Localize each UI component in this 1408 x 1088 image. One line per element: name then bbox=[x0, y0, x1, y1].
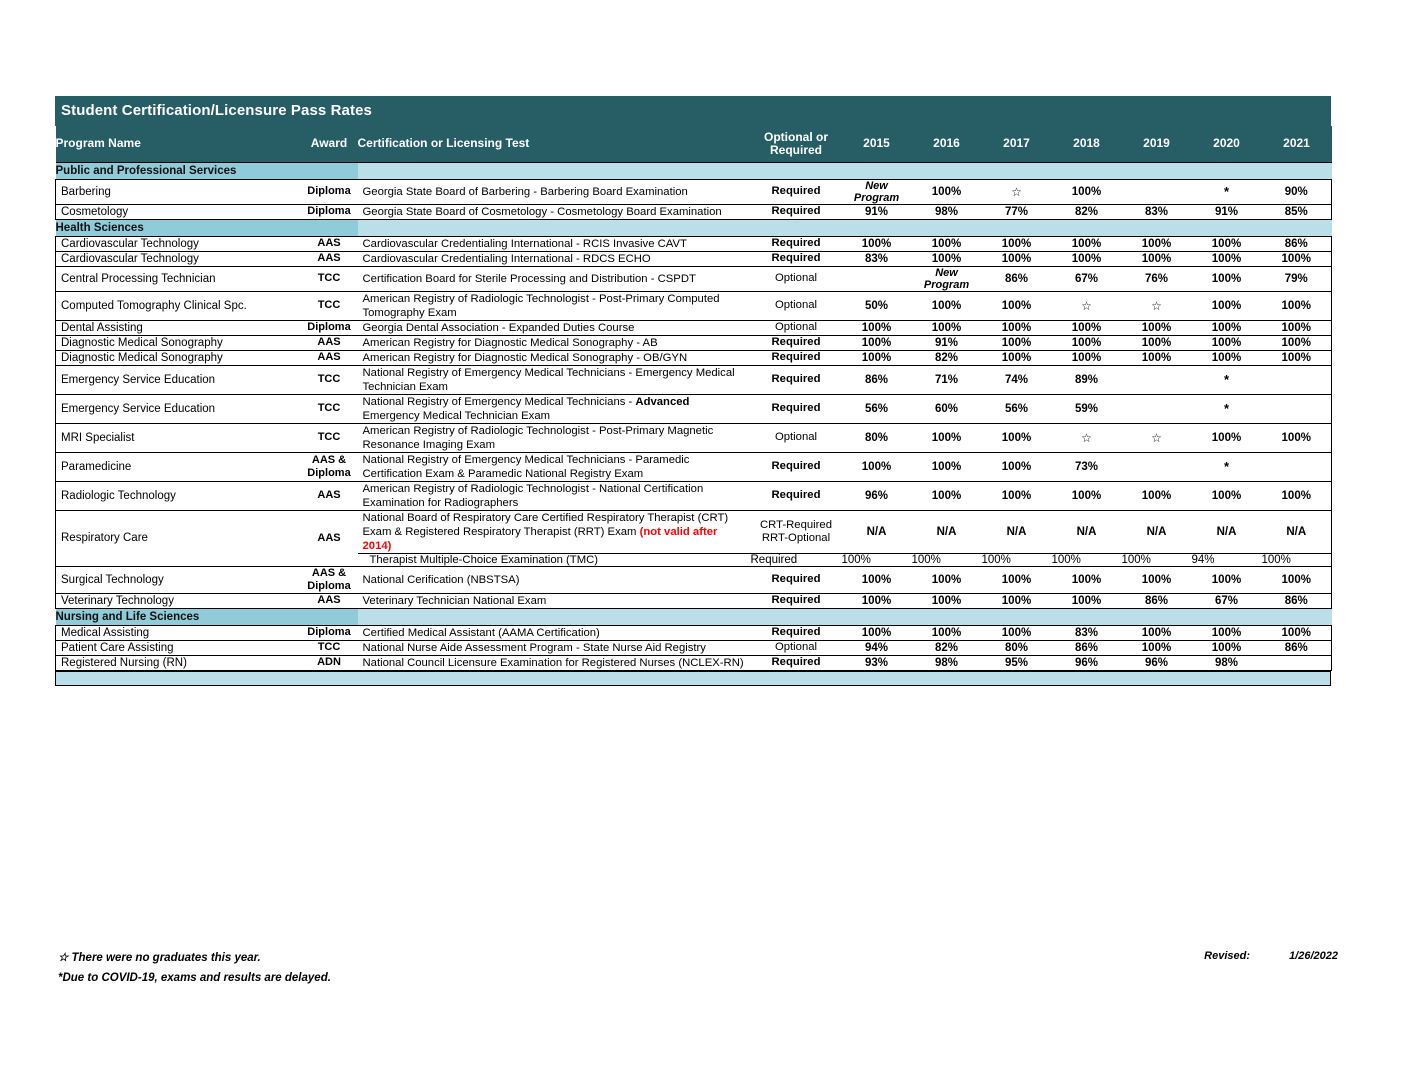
cell-pass-rate: N/A bbox=[1052, 510, 1122, 553]
cell-pass-rate: 86% bbox=[1262, 593, 1332, 608]
cell-pass-rate: 100% bbox=[842, 236, 912, 251]
cell-pass-rate: 100% bbox=[912, 452, 982, 481]
cell-pass-rate bbox=[1192, 365, 1262, 394]
cell-award: Diploma bbox=[301, 204, 358, 219]
cell-certification-test: Certification Board for Sterile Processing and Distribution - CSPDT bbox=[358, 266, 751, 291]
cell-certification-test: Therapist Multiple-Choice Examination (TMC) bbox=[358, 553, 751, 566]
cell-program-name: Emergency Service Education bbox=[56, 394, 301, 423]
cell-pass-rate: 98% bbox=[912, 655, 982, 670]
cell-pass-rate: 98% bbox=[1192, 655, 1262, 670]
cell-award: Diploma bbox=[301, 179, 358, 204]
cell-pass-rate: 56% bbox=[982, 394, 1052, 423]
cell-certification-test: National Registry of Emergency Medical Technicians - Advanced Emergency Medical Technician Exam bbox=[358, 394, 751, 423]
col-header-year-2021: 2021 bbox=[1262, 126, 1332, 162]
cell-award: AAS bbox=[301, 350, 358, 365]
cell-pass-rate: 100% bbox=[982, 553, 1052, 566]
cell-certification-test: Cardiovascular Credentialing International - RDCS ECHO bbox=[358, 251, 751, 266]
cell-certification-test: American Registry for Diagnostic Medical Sonography - AB bbox=[358, 335, 751, 350]
cell-certification-test: National Nurse Aide Assessment Program - State Nurse Aid Registry bbox=[358, 640, 751, 655]
cell-pass-rate: 100% bbox=[1192, 251, 1262, 266]
cell-pass-rate: 100% bbox=[912, 236, 982, 251]
no-graduates-star-icon: ☆ bbox=[1081, 430, 1092, 445]
table-row bbox=[56, 350, 1332, 365]
cell-pass-rate: 100% bbox=[982, 566, 1052, 593]
cell-optional-required: Required bbox=[751, 452, 842, 481]
cell-program-name: Registered Nursing (RN) bbox=[56, 655, 301, 670]
cell-optional-required: Required bbox=[751, 593, 842, 608]
cell-certification-test: Georgia Dental Association - Expanded Duties Course bbox=[358, 320, 751, 335]
table-row bbox=[56, 204, 1332, 219]
cell-pass-rate bbox=[1122, 179, 1192, 204]
cell-optional-required: Required bbox=[751, 365, 842, 394]
cell-program-name: Barbering bbox=[56, 179, 301, 204]
cell-program-name: Diagnostic Medical Sonography bbox=[56, 335, 301, 350]
cell-optional-required: Required bbox=[751, 335, 842, 350]
cell-certification-test: National Cerification (NBSTSA) bbox=[358, 566, 751, 593]
cell-pass-rate: 73% bbox=[1052, 452, 1122, 481]
cell-pass-rate: 100% bbox=[1052, 251, 1122, 266]
cell-pass-rate: 100% bbox=[982, 481, 1052, 510]
cell-pass-rate: 100% bbox=[912, 291, 982, 320]
cell-pass-rate: 91% bbox=[1192, 204, 1262, 219]
table-bottom-band bbox=[55, 671, 1331, 686]
cell-pass-rate: N/A bbox=[912, 510, 982, 553]
cell-program-name: MRI Specialist bbox=[56, 423, 301, 452]
cell-pass-rate: 100% bbox=[1192, 236, 1262, 251]
cell-certification-test: Cardiovascular Credentialing International - RCIS Invasive CAVT bbox=[358, 236, 751, 251]
cell-pass-rate bbox=[1262, 452, 1332, 481]
cell-program-name: Cardiovascular Technology bbox=[56, 251, 301, 266]
section-fill bbox=[358, 219, 1332, 236]
cell-pass-rate: 90% bbox=[1262, 179, 1332, 204]
cell-pass-rate: 83% bbox=[1122, 204, 1192, 219]
cell-award: TCC bbox=[301, 423, 358, 452]
cell-certification-test: American Registry of Radiologic Technologist - Post-Primary Computed Tomography Exam bbox=[358, 291, 751, 320]
cell-pass-rate bbox=[1192, 179, 1262, 204]
cell-pass-rate: 91% bbox=[912, 335, 982, 350]
cell-award: AAS bbox=[301, 481, 358, 510]
cell-award: TCC bbox=[301, 640, 358, 655]
cell-program-name: Computed Tomography Clinical Spc. bbox=[56, 291, 301, 320]
cell-pass-rate: 100% bbox=[1122, 335, 1192, 350]
no-graduates-star-icon: ☆ bbox=[1151, 298, 1162, 313]
col-header-year-2019: 2019 bbox=[1122, 126, 1192, 162]
cell-pass-rate: 100% bbox=[1052, 179, 1122, 204]
pass-rates-sheet bbox=[55, 96, 1331, 686]
cell-optional-required: Optional bbox=[751, 640, 842, 655]
cell-pass-rate bbox=[1192, 394, 1262, 423]
cell-award: AAS & Diploma bbox=[301, 452, 358, 481]
table-row bbox=[56, 335, 1332, 350]
cell-pass-rate: 100% bbox=[1052, 593, 1122, 608]
cell-optional-required: Required bbox=[751, 179, 842, 204]
cell-pass-rate: 86% bbox=[1262, 236, 1332, 251]
cell-pass-rate: 100% bbox=[842, 625, 912, 640]
footnote-no-graduates: ☆ There were no graduates this year. bbox=[58, 952, 261, 964]
cell-pass-rate: 98% bbox=[912, 204, 982, 219]
cell-pass-rate: 100% bbox=[1052, 320, 1122, 335]
cell-pass-rate bbox=[1262, 365, 1332, 394]
cell-pass-rate: 86% bbox=[1052, 640, 1122, 655]
table-row bbox=[56, 655, 1332, 670]
cell-award: AAS bbox=[301, 251, 358, 266]
footer-notes bbox=[58, 950, 1338, 992]
covid-asterisk-icon: * bbox=[1223, 184, 1230, 199]
table-row bbox=[56, 566, 1332, 593]
table-row bbox=[56, 481, 1332, 510]
cell-program-name: Emergency Service Education bbox=[56, 365, 301, 394]
cell-optional-required: Optional bbox=[751, 320, 842, 335]
cell-pass-rate: 56% bbox=[842, 394, 912, 423]
section-header-row bbox=[56, 219, 1332, 236]
test-bold-segment: Advanced bbox=[635, 395, 690, 408]
cell-pass-rate bbox=[1052, 423, 1122, 452]
table-row bbox=[56, 365, 1332, 394]
cell-pass-rate: 100% bbox=[1052, 335, 1122, 350]
cell-optional-required: Required bbox=[751, 350, 842, 365]
cell-pass-rate: 100% bbox=[1192, 320, 1262, 335]
cell-pass-rate: 94% bbox=[842, 640, 912, 655]
cell-award: AAS bbox=[301, 593, 358, 608]
cell-award: TCC bbox=[301, 394, 358, 423]
cell-award: TCC bbox=[301, 365, 358, 394]
cell-pass-rate: 100% bbox=[1122, 236, 1192, 251]
cell-pass-rate: 100% bbox=[1192, 350, 1262, 365]
table-row bbox=[56, 236, 1332, 251]
table-row bbox=[56, 510, 1332, 553]
covid-asterisk-icon: * bbox=[1223, 401, 1230, 416]
col-header-year-2018: 2018 bbox=[1052, 126, 1122, 162]
test-red-note: (not valid after 2014) bbox=[362, 525, 718, 552]
optreq-line1: Optional or bbox=[764, 129, 828, 144]
col-header-year-2017: 2017 bbox=[982, 126, 1052, 162]
cell-pass-rate bbox=[842, 266, 912, 291]
cell-program-name: Patient Care Assisting bbox=[56, 640, 301, 655]
revised-label: Revised: bbox=[1204, 950, 1250, 962]
cell-pass-rate: N/A bbox=[982, 510, 1052, 553]
cell-pass-rate bbox=[1192, 452, 1262, 481]
table-row bbox=[56, 640, 1332, 655]
cell-pass-rate: 100% bbox=[1122, 625, 1192, 640]
cell-pass-rate: 100% bbox=[912, 481, 982, 510]
cell-optional-required: Required bbox=[751, 481, 842, 510]
cell-optional-required: Optional bbox=[751, 423, 842, 452]
cell-pass-rate: 100% bbox=[1262, 291, 1332, 320]
cell-pass-rate: 100% bbox=[1262, 320, 1332, 335]
cell-certification-test: National Registry of Emergency Medical Technicians - Paramedic Certification Exam & Paramedic National Registry Exam bbox=[358, 452, 751, 481]
cell-pass-rate: 100% bbox=[1192, 423, 1262, 452]
cell-pass-rate: 100% bbox=[982, 251, 1052, 266]
cell-program-name: Dental Assisting bbox=[56, 320, 301, 335]
cell-pass-rate: 82% bbox=[912, 640, 982, 655]
cell-pass-rate: 79% bbox=[1262, 266, 1332, 291]
table-row bbox=[56, 291, 1332, 320]
cell-pass-rate: 80% bbox=[982, 640, 1052, 655]
cell-pass-rate: 100% bbox=[982, 320, 1052, 335]
cell-optional-required: Required bbox=[751, 655, 842, 670]
col-header-award: Award bbox=[301, 126, 358, 162]
cell-pass-rate: 86% bbox=[982, 266, 1052, 291]
no-graduates-star-icon: ☆ bbox=[1011, 184, 1022, 199]
cell-certification-test: Georgia State Board of Barbering - Barbering Board Examination bbox=[358, 179, 751, 204]
section-fill bbox=[358, 608, 1332, 625]
covid-asterisk-icon: * bbox=[1223, 372, 1230, 387]
cell-optional-required: Optional bbox=[751, 291, 842, 320]
cell-pass-rate: 100% bbox=[842, 566, 912, 593]
section-label: Health Sciences bbox=[56, 219, 358, 236]
section-fill bbox=[358, 162, 1332, 179]
cell-pass-rate: N/A bbox=[1122, 510, 1192, 553]
cell-pass-rate: 67% bbox=[1192, 593, 1262, 608]
table-row bbox=[56, 251, 1332, 266]
cell-new-program: New Program bbox=[912, 266, 982, 291]
cell-pass-rate: 100% bbox=[982, 350, 1052, 365]
cell-pass-rate: 85% bbox=[1262, 204, 1332, 219]
cell-pass-rate: 100% bbox=[912, 320, 982, 335]
cell-pass-rate: 100% bbox=[1122, 320, 1192, 335]
cell-pass-rate: N/A bbox=[842, 510, 912, 553]
cell-pass-rate: N/A bbox=[1262, 510, 1332, 553]
cell-pass-rate: 95% bbox=[982, 655, 1052, 670]
cell-award: TCC bbox=[301, 291, 358, 320]
table-row bbox=[56, 625, 1332, 640]
col-header-year-2015: 2015 bbox=[842, 126, 912, 162]
cell-pass-rate: 83% bbox=[1052, 625, 1122, 640]
cell-pass-rate bbox=[1122, 452, 1192, 481]
cell-new-program: New Program bbox=[842, 179, 912, 204]
cell-pass-rate: 100% bbox=[982, 625, 1052, 640]
cell-pass-rate bbox=[1122, 365, 1192, 394]
cell-program-name: Respiratory Care bbox=[56, 510, 301, 566]
cell-pass-rate: 100% bbox=[1262, 625, 1332, 640]
cell-optional-required: Required bbox=[751, 236, 842, 251]
cell-pass-rate: 100% bbox=[1192, 625, 1262, 640]
cell-pass-rate: 59% bbox=[1052, 394, 1122, 423]
cell-program-name: Paramedicine bbox=[56, 452, 301, 481]
table-row bbox=[56, 179, 1332, 204]
cell-pass-rate: 96% bbox=[1122, 655, 1192, 670]
cell-pass-rate: 91% bbox=[842, 204, 912, 219]
cell-pass-rate: 71% bbox=[912, 365, 982, 394]
cell-program-name: Medical Assisting bbox=[56, 625, 301, 640]
cell-pass-rate: 100% bbox=[842, 320, 912, 335]
section-label: Public and Professional Services bbox=[56, 162, 358, 179]
col-header-year-2020: 2020 bbox=[1192, 126, 1262, 162]
cell-pass-rate: 100% bbox=[982, 452, 1052, 481]
cell-pass-rate: 96% bbox=[1052, 655, 1122, 670]
cell-award: AAS bbox=[301, 236, 358, 251]
table-row bbox=[56, 593, 1332, 608]
cell-pass-rate: 100% bbox=[842, 350, 912, 365]
cell-pass-rate: 50% bbox=[842, 291, 912, 320]
cell-optional-required: CRT-Required RRT-Optional bbox=[751, 510, 842, 553]
cell-pass-rate: 100% bbox=[842, 593, 912, 608]
cell-award: AAS bbox=[301, 335, 358, 350]
cell-certification-test: National Registry of Emergency Medical Technicians - Emergency Medical Technician Exam bbox=[358, 365, 751, 394]
cell-certification-test: American Registry for Diagnostic Medical Sonography - OB/GYN bbox=[358, 350, 751, 365]
cell-pass-rate: 100% bbox=[912, 251, 982, 266]
cell-pass-rate: 100% bbox=[1052, 553, 1122, 566]
cell-pass-rate bbox=[1122, 423, 1192, 452]
no-graduates-star-icon: ☆ bbox=[1151, 430, 1162, 445]
cell-pass-rate: 100% bbox=[842, 452, 912, 481]
cell-pass-rate: 100% bbox=[912, 179, 982, 204]
cell-pass-rate: 100% bbox=[912, 423, 982, 452]
cell-pass-rate bbox=[1052, 291, 1122, 320]
cell-pass-rate: 89% bbox=[1052, 365, 1122, 394]
page-title: Student Certification/Licensure Pass Rates bbox=[55, 96, 1331, 126]
cell-pass-rate: 100% bbox=[1192, 481, 1262, 510]
cell-pass-rate: 60% bbox=[912, 394, 982, 423]
cell-program-name: Surgical Technology bbox=[56, 566, 301, 593]
cell-pass-rate: 83% bbox=[842, 251, 912, 266]
cell-pass-rate: 100% bbox=[1122, 553, 1192, 566]
cell-pass-rate: 100% bbox=[1192, 566, 1262, 593]
table-body bbox=[56, 162, 1332, 670]
cell-pass-rate: 100% bbox=[1052, 350, 1122, 365]
section-header-row bbox=[56, 162, 1332, 179]
col-header-test: Certification or Licensing Test bbox=[358, 126, 751, 162]
cell-optional-required: Required bbox=[751, 553, 842, 566]
cell-program-name: Radiologic Technology bbox=[56, 481, 301, 510]
cell-award: Diploma bbox=[301, 625, 358, 640]
cell-pass-rate bbox=[1262, 394, 1332, 423]
cell-certification-test: National Council Licensure Examination for Registered Nurses (NCLEX-RN) bbox=[358, 655, 751, 670]
cell-pass-rate: 94% bbox=[1192, 553, 1262, 566]
cell-pass-rate: 100% bbox=[1262, 566, 1332, 593]
cell-program-name: Cardiovascular Technology bbox=[56, 236, 301, 251]
cell-pass-rate bbox=[1122, 394, 1192, 423]
cell-pass-rate: 100% bbox=[1192, 266, 1262, 291]
cell-optional-required: Required bbox=[751, 394, 842, 423]
cell-pass-rate: 100% bbox=[912, 553, 982, 566]
cell-pass-rate: 100% bbox=[912, 566, 982, 593]
cell-pass-rate: 100% bbox=[1192, 640, 1262, 655]
col-header-program: Program Name bbox=[56, 126, 301, 162]
cell-pass-rate: 100% bbox=[1262, 251, 1332, 266]
cell-program-name: Cosmetology bbox=[56, 204, 301, 219]
cell-pass-rate: 100% bbox=[1262, 350, 1332, 365]
section-header-row bbox=[56, 608, 1332, 625]
optreq-line2: Required bbox=[769, 142, 822, 157]
cell-pass-rate: 100% bbox=[982, 423, 1052, 452]
cell-award: AAS & Diploma bbox=[301, 566, 358, 593]
cell-pass-rate bbox=[1262, 655, 1332, 670]
section-label: Nursing and Life Sciences bbox=[56, 608, 358, 625]
no-graduates-star-icon: ☆ bbox=[1081, 298, 1092, 313]
cell-pass-rate: 100% bbox=[1262, 481, 1332, 510]
cell-pass-rate: 76% bbox=[1122, 266, 1192, 291]
cell-optional-required: Required bbox=[751, 625, 842, 640]
cell-pass-rate: 100% bbox=[982, 593, 1052, 608]
cell-pass-rate: 80% bbox=[842, 423, 912, 452]
cell-certification-test: National Board of Respiratory Care Certified Respiratory Therapist (CRT) Exam & Registered Respiratory Therapist (RRT) Exam (not valid after 2014) bbox=[358, 510, 751, 553]
table-row bbox=[56, 394, 1332, 423]
header-row bbox=[56, 126, 1332, 162]
cell-pass-rate bbox=[1122, 291, 1192, 320]
covid-asterisk-icon: * bbox=[1223, 459, 1230, 474]
revised-block bbox=[1038, 950, 1338, 962]
pass-rates-table bbox=[55, 126, 1332, 671]
table-row bbox=[56, 423, 1332, 452]
cell-pass-rate: 82% bbox=[912, 350, 982, 365]
cell-pass-rate: 100% bbox=[1052, 566, 1122, 593]
cell-award: ADN bbox=[301, 655, 358, 670]
cell-program-name: Veterinary Technology bbox=[56, 593, 301, 608]
cell-pass-rate: 96% bbox=[842, 481, 912, 510]
cell-pass-rate: 100% bbox=[1262, 335, 1332, 350]
cell-pass-rate: 100% bbox=[1262, 553, 1332, 566]
cell-optional-required: Optional bbox=[751, 266, 842, 291]
cell-pass-rate: 100% bbox=[1122, 481, 1192, 510]
cell-certification-test: American Registry of Radiologic Technologist - National Certification Examination for Radiographers bbox=[358, 481, 751, 510]
cell-certification-test: Veterinary Technician National Exam bbox=[358, 593, 751, 608]
cell-pass-rate: N/A bbox=[1192, 510, 1262, 553]
cell-pass-rate: 86% bbox=[842, 365, 912, 394]
cell-pass-rate: 100% bbox=[912, 625, 982, 640]
cell-pass-rate: 100% bbox=[1122, 640, 1192, 655]
cell-optional-required: Required bbox=[751, 251, 842, 266]
cell-pass-rate: 100% bbox=[1052, 481, 1122, 510]
cell-certification-test: Georgia State Board of Cosmetology - Cosmetology Board Examination bbox=[358, 204, 751, 219]
cell-pass-rate bbox=[982, 179, 1052, 204]
table-row bbox=[56, 320, 1332, 335]
cell-pass-rate: 86% bbox=[1262, 640, 1332, 655]
cell-pass-rate: 100% bbox=[982, 291, 1052, 320]
cell-pass-rate: 100% bbox=[1192, 291, 1262, 320]
cell-pass-rate: 100% bbox=[1262, 423, 1332, 452]
table-row bbox=[56, 452, 1332, 481]
cell-pass-rate: 86% bbox=[1122, 593, 1192, 608]
cell-pass-rate: 74% bbox=[982, 365, 1052, 394]
cell-certification-test: Certified Medical Assistant (AAMA Certification) bbox=[358, 625, 751, 640]
cell-pass-rate: 100% bbox=[982, 335, 1052, 350]
cell-pass-rate: 100% bbox=[842, 335, 912, 350]
cell-optional-required: Required bbox=[751, 566, 842, 593]
cell-pass-rate: 100% bbox=[982, 236, 1052, 251]
cell-award: AAS bbox=[301, 510, 358, 566]
cell-pass-rate: 100% bbox=[1122, 251, 1192, 266]
col-header-optional-required bbox=[751, 126, 842, 162]
cell-pass-rate: 100% bbox=[1122, 566, 1192, 593]
cell-pass-rate: 100% bbox=[1052, 236, 1122, 251]
table-row bbox=[56, 266, 1332, 291]
cell-pass-rate: 77% bbox=[982, 204, 1052, 219]
cell-pass-rate: 82% bbox=[1052, 204, 1122, 219]
cell-program-name: Central Processing Technician bbox=[56, 266, 301, 291]
cell-award: Diploma bbox=[301, 320, 358, 335]
cell-certification-test: American Registry of Radiologic Technologist - Post-Primary Magnetic Resonance Imaging Exam bbox=[358, 423, 751, 452]
cell-program-name: Diagnostic Medical Sonography bbox=[56, 350, 301, 365]
cell-award: TCC bbox=[301, 266, 358, 291]
cell-optional-required: Required bbox=[751, 204, 842, 219]
cell-pass-rate: 100% bbox=[1122, 350, 1192, 365]
col-header-year-2016: 2016 bbox=[912, 126, 982, 162]
cell-pass-rate: 100% bbox=[842, 553, 912, 566]
revised-date: 1/26/2022 bbox=[1289, 950, 1338, 962]
footnote-covid: *Due to COVID-19, exams and results are delayed. bbox=[58, 972, 331, 984]
cell-pass-rate: 93% bbox=[842, 655, 912, 670]
table-header bbox=[56, 126, 1332, 162]
cell-pass-rate: 100% bbox=[1192, 335, 1262, 350]
cell-pass-rate: 100% bbox=[912, 593, 982, 608]
cell-pass-rate: 67% bbox=[1052, 266, 1122, 291]
